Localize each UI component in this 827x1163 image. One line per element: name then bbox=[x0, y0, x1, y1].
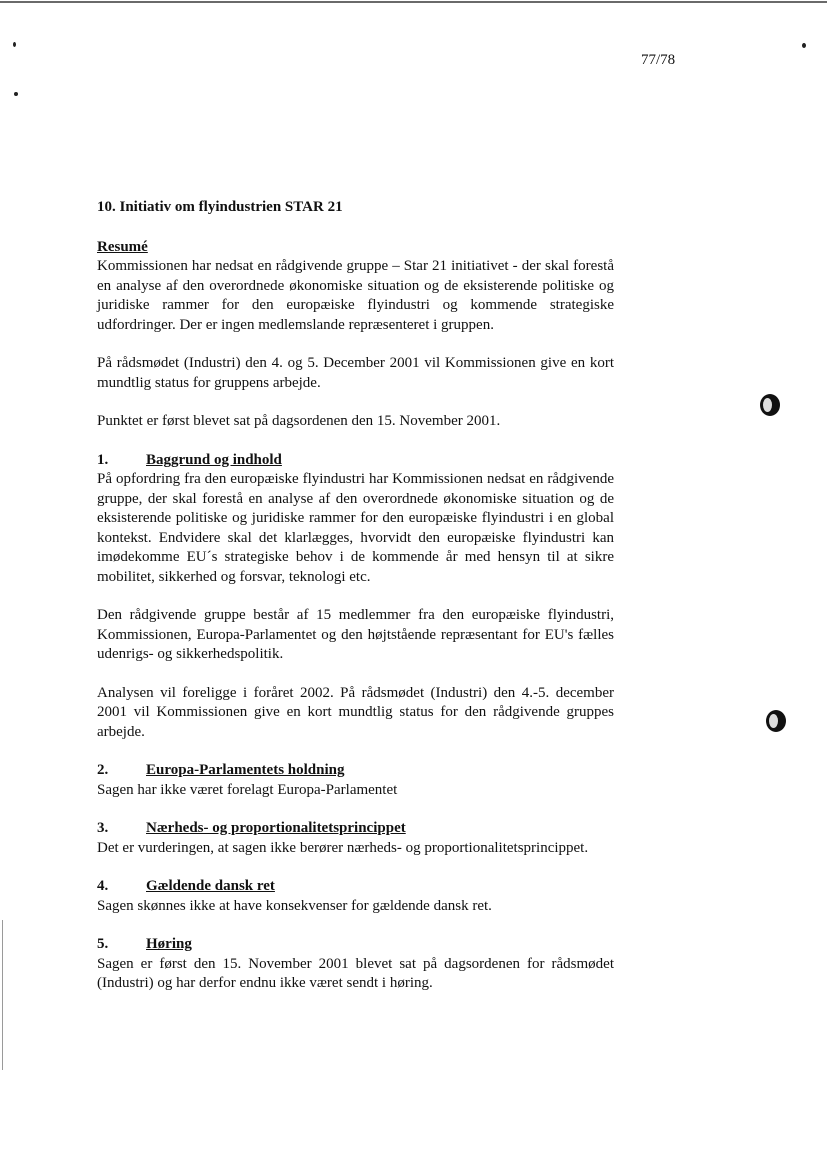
section-1 bbox=[97, 451, 614, 743]
scan-speck bbox=[14, 92, 18, 96]
paragraph: På opfordring fra den europæiske flyindustri har Kommissionen nedsat en rådgivende gruppe, der skal forestå en analyse af den overordnede økonomiske situation og de eksisterende politiske og juridiske rammer for den europæiske flyindustri i en global kontekst. Endvidere skal det klarlægges, hvorvidt den europæiske flyindustri kan imødekomme EU´s strategiske behov i de kommende år med hensyn til at sikre mobilitet, sikkerhed og forsvar, teknologi etc. bbox=[97, 471, 614, 585]
section-heading bbox=[97, 935, 614, 955]
paragraph: Den rådgivende gruppe består af 15 medlemmer fra den europæiske flyindustri, Kommissionen, Europa-Parlamentet og den højtstående repræsentant for EU's fælles udenrigs- og sikkerhedspolitik. bbox=[97, 607, 614, 662]
section-heading bbox=[97, 451, 614, 471]
paragraph: Sagen har ikke været forelagt Europa-Parlamentet bbox=[97, 781, 398, 798]
scan-speck bbox=[13, 42, 16, 47]
document-body bbox=[97, 198, 614, 994]
section-title: Høring bbox=[146, 936, 192, 952]
paragraph: På rådsmødet (Industri) den 4. og 5. December 2001 vil Kommissionen give en kort mundtlig status for gruppens arbejde. bbox=[97, 355, 614, 391]
section-3 bbox=[97, 819, 614, 858]
paragraph: Sagen skønnes ikke at have konsekvenser for gældende dansk ret. bbox=[97, 897, 492, 914]
section-heading bbox=[97, 761, 614, 781]
section-4 bbox=[97, 877, 614, 916]
section-title: Nærheds- og proportionalitetsprincippet bbox=[146, 820, 406, 836]
section-number: 2. bbox=[97, 762, 109, 778]
section-number: 1. bbox=[97, 451, 109, 468]
scan-speck bbox=[802, 43, 806, 48]
page-number: 77/78 bbox=[641, 52, 676, 68]
section-2 bbox=[97, 761, 614, 800]
section-title: Gældende dansk ret bbox=[146, 878, 275, 894]
section-number: 5. bbox=[97, 936, 109, 952]
paragraph: Det er vurderingen, at sagen ikke berører nærheds- og proportionalitetsprincippet. bbox=[97, 839, 589, 856]
section-number: 3. bbox=[97, 820, 109, 836]
paragraph: Sagen er først den 15. November 2001 blevet sat på dagsordenen for rådsmødet (Industri) og har derfor endnu ikke været sendt i høring. bbox=[97, 955, 614, 991]
punch-hole bbox=[766, 710, 786, 732]
paragraph: Kommissionen har nedsat en rådgivende gruppe – Star 21 initiativet - der skal forestå en analyse af den overordnede økonomiske situation og de eksisterende politiske og juridiske rammer for den europæiske flyindustri og kommende strategiske udfordringer. Der er ingen medlemslande repræsenteret i gruppen. bbox=[97, 258, 614, 333]
section-title: Baggrund og indhold bbox=[146, 451, 282, 468]
section-title: Europa-Parlamentets holdning bbox=[146, 762, 345, 778]
resume-section bbox=[97, 238, 614, 432]
document-title: 10. Initiativ om flyindustrien STAR 21 bbox=[97, 199, 343, 215]
paragraph: Punktet er først blevet sat på dagsordenen den 15. November 2001. bbox=[97, 413, 501, 429]
punch-hole bbox=[760, 394, 780, 416]
section-number: 4. bbox=[97, 878, 109, 894]
paragraph: Analysen vil foreligge i foråret 2002. På rådsmødet (Industri) den 4.-5. december 2001 vil Kommissionen give en kort mundtlig status for den rådgivende gruppes arbejde. bbox=[97, 684, 614, 740]
scan-top-edge bbox=[0, 1, 827, 3]
resume-heading: Resumé bbox=[97, 238, 148, 255]
scan-left-edge bbox=[2, 920, 3, 1070]
section-heading bbox=[97, 877, 614, 897]
section-5 bbox=[97, 935, 614, 994]
section-heading bbox=[97, 819, 614, 839]
